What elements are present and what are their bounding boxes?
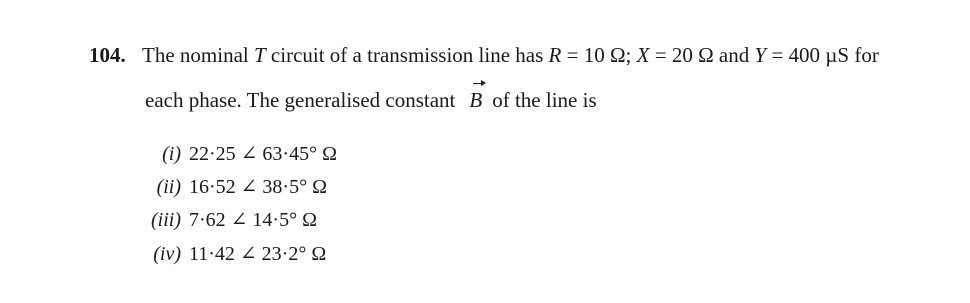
option-label: (i) [162,143,181,165]
option-label: (iii) [151,209,181,231]
stem-text: circuit of a transmission line has [265,43,549,67]
variable-X: X [636,43,650,67]
stem-text: of the line is [492,88,597,112]
question-stem-line-1 [142,41,879,69]
variable-Y: Y [754,43,767,67]
vector-B: B [469,88,483,112]
option-label: (iv) [153,243,181,265]
variable-T: T [253,43,266,67]
stem-text: = 20 Ω and [649,43,755,67]
option-value: 7·62 ∠ 14·5° Ω [189,209,317,231]
option-value: 16·52 ∠ 38·5° Ω [189,176,327,198]
option-label: (ii) [156,176,181,198]
stem-text: The nominal [142,43,254,67]
question-stem-line-2 [145,86,597,114]
question-number: 104. [89,43,126,67]
stem-text: = 400 µS for [766,43,879,67]
option-value: 11·42 ∠ 23·2° Ω [189,243,327,265]
stem-text: each phase. The generalised constant [145,88,456,112]
stem-text: = 10 Ω; [561,43,637,67]
option-value: 22·25 ∠ 63·45° Ω [189,143,337,165]
variable-R: R [548,43,562,67]
